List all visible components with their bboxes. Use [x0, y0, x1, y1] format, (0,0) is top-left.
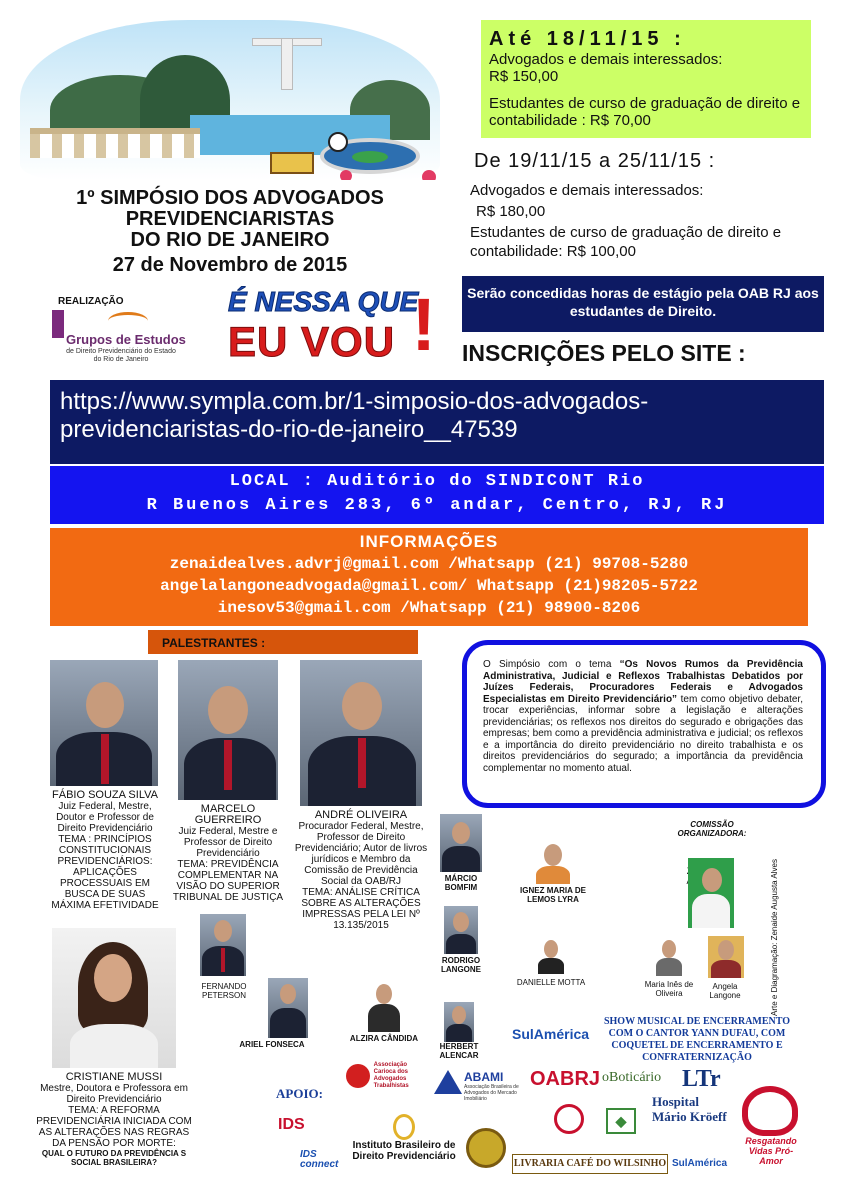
panelist-photo-marcio	[440, 814, 482, 872]
contact-2[interactable]: angelalangoneadvogada@gmail.com/ Whatsapp (21)98205-5722	[160, 577, 698, 595]
late-price-box	[470, 150, 815, 261]
organizer-logo	[52, 310, 186, 370]
ibdp-text: Instituto Brasileiro de Direito Previdenciário	[352, 1140, 456, 1162]
contabilistas-seal-icon	[466, 1128, 506, 1168]
hospital-logo: Hospital Mário Kröeff	[652, 1094, 727, 1124]
carioca-text: Associação Carioca dos Advogados Trabalhistas	[373, 1062, 409, 1089]
speaker-4-name: CRISTIANE MUSSI	[65, 1071, 163, 1083]
ids-connect-logo	[300, 1150, 338, 1170]
internship-note: Serão concedidas horas de estágio pela OAB RJ aos estudantes de Direito.	[462, 276, 824, 332]
committee-heading: COMISSÃO ORGANIZADORA:	[677, 820, 747, 838]
speaker-1-text	[50, 790, 160, 911]
event-date: 27 de Novembro de 2015	[112, 254, 348, 276]
speaker-2-theme: TEMA: PREVIDÊNCIA COMPLEMENTAR NA VISÃO DO SUPERIOR TRIBUNAL DE JUSTIÇA	[172, 859, 284, 903]
ibdp-emblem-icon	[393, 1114, 415, 1140]
symposium-body: tem como objetivo debater, trocar experiências, informar sobre a legislação e alterações previdenciárias; os reflexos nos direitos do segurado e obrigações das empresas; bem como a previdência administrativa e judicial; os reflexos e a importância do direito previdenciário no direito trabalhista e os direitos previdenciários do segurado; a importância da previdência complementar no momento atual.	[483, 693, 803, 774]
speaker-2-name: MARCELO GUERREIRO	[194, 803, 262, 826]
proamor-text: Resgatando Vidas Pró-Amor	[745, 1136, 797, 1166]
sulamerica-logo-2: SulAmérica	[672, 1158, 728, 1169]
sponsors-label: APOIO:	[276, 1086, 323, 1101]
speaker-photo-cristiane	[52, 928, 176, 1068]
venue-box	[50, 466, 824, 524]
early-deadline: Até 18/11/15 :	[489, 28, 686, 50]
panelist-photo-ariel	[268, 978, 308, 1038]
speaker-2-desc: Juiz Federal, Mestre e Professor de Direito Previdenciário	[178, 826, 278, 859]
registration-heading: INSCRIÇÕES PELO SITE :	[462, 340, 746, 366]
title-line-3: DO RIO DE JANEIRO	[130, 229, 330, 251]
panelist-rodrigo: RODRIGO LANGONE	[441, 956, 481, 974]
ids-logo	[278, 1116, 305, 1134]
info-box	[50, 528, 808, 626]
abami-subtitle: Associação Brasileira de Advogados do Mercado Imobiliário	[464, 1084, 519, 1102]
book-icon	[108, 312, 148, 330]
speaker-4-question: QUAL O FUTURO DA PREVIDÊNCIA S SOCIAL BRASILEIRA?	[41, 1149, 187, 1167]
organizer-subtitle: de Direito Previdenciário do Estado do Rio de Janeiro	[66, 348, 176, 363]
committee-photo-maria	[654, 936, 684, 976]
venue-line-1: LOCAL : Auditório do SINDICONT Rio	[229, 472, 645, 491]
early-lawyers-price: R$ 150,00	[489, 68, 559, 85]
red-seal-icon	[554, 1104, 584, 1134]
panelist-photo-danielle	[536, 936, 566, 974]
oabrj-logo: OABRJ	[530, 1068, 601, 1090]
panelist-photo-alzira	[364, 978, 404, 1032]
livraria-logo: LIVRARIA CAFÉ DO WILSINHO	[512, 1154, 668, 1174]
committee-photo-zenaide	[688, 858, 734, 928]
venue-address: R Buenos Aires 283, 6º andar, Centro, RJ, RJ	[146, 496, 728, 515]
oboticario-logo: oBoticário	[602, 1070, 662, 1085]
committee-maria: Maria Inês de Oliveira	[644, 980, 694, 998]
ids-connect-top: IDS	[300, 1149, 317, 1160]
info-heading: INFORMAÇÕES	[359, 532, 499, 551]
speaker-3-text	[294, 810, 428, 931]
symposium-theme: “Os Novos Rumos da Previdência Administrativa, Judicial e Reflexos Trabalhistas Debatidos por Juízes Federais, Procuradores Federais e Advogados Especialistas em Direito Previdenciário”	[483, 659, 803, 705]
panelist-ignez: IGNEZ MARIA DE LEMOS LYRA	[520, 886, 586, 904]
speaker-2-text	[170, 804, 286, 903]
slogan-line-1: É NESSA QUE	[228, 286, 419, 317]
panelist-photo-ignez	[532, 838, 574, 884]
speaker-4-desc: Mestre, Doutora e Professora em Direito Previdenciário	[40, 1083, 188, 1105]
closing-show: SHOW MUSICAL DE ENCERRAMENTO COM O CANTOR YANN DUFAU, COM COQUETEL DE ENCERRAMENTO E CONFRATERNIZAÇÃO	[603, 1016, 791, 1063]
panelist-photo-fernando	[200, 914, 246, 976]
panelist-marcio: MÁRCIO BOMFIM	[444, 874, 478, 892]
early-students: Estudantes de curso de graduação de direito e contabilidade : R$ 70,00	[489, 95, 801, 129]
ltr-logo: LTr	[682, 1066, 721, 1092]
speaker-photo-marcelo	[178, 660, 278, 800]
abami-text: ABAMI	[464, 1070, 504, 1084]
proamor-logo	[738, 1086, 804, 1170]
speakers-heading: PALESTRANTES :	[148, 630, 418, 654]
late-lawyers-label: Advogados e demais interessados:	[470, 182, 704, 199]
committee-angela: Angela Langone	[709, 982, 741, 1000]
speaker-1-desc: Juiz Federal, Mestre, Doutor e Professor de Direito Previdenciário	[56, 801, 154, 834]
speaker-photo-fabio	[50, 660, 158, 786]
event-title	[30, 188, 430, 276]
organizer-name: Grupos de Estudos	[66, 332, 186, 347]
late-lawyers-price: R$ 180,00	[476, 203, 546, 220]
symposium-description	[462, 640, 826, 808]
ibdp-logo	[344, 1114, 464, 1162]
contact-1[interactable]: zenaidealves.advrj@gmail.com /Whatsapp (21) 99708-5280	[169, 555, 689, 573]
panelist-photo-rodrigo	[444, 906, 478, 954]
panelist-photo-herbert	[444, 1002, 474, 1042]
sulamerica-text: SulAmérica	[512, 1026, 590, 1042]
panelist-herbert: HERBERT ALENCAR	[439, 1042, 479, 1060]
speaker-4-theme: TEMA: A REFORMA PREVIDENCIÁRIA INICIADA COM AS ALTERAÇÕES NAS REGRAS DA PENSÃO POR MORTE:	[36, 1105, 192, 1149]
url-line-2[interactable]: previdenciaristas-do-rio-de-janeiro__47539	[60, 416, 518, 443]
speaker-3-name: ANDRÉ OLIVEIRA	[314, 809, 408, 821]
early-lawyers-label: Advogados e demais interessados:	[489, 51, 723, 68]
late-students: Estudantes de curso de graduação de direito e contabilidade: R$ 100,00	[470, 224, 782, 260]
speaker-3-desc: Procurador Federal, Mestre, Professor de Direito Previdenciário; Autor de livros jurídicos e Membro da Comissão de Previdência Social da OAB/RJ	[294, 821, 428, 887]
art-credit: Arte e Diagramação: Zenaide Augusta Alves	[770, 859, 779, 1016]
symposium-intro: O Simpósio com o tema	[483, 659, 612, 670]
title-line-1: 1º SIMPÓSIO DOS ADVOGADOS	[76, 187, 384, 209]
panelist-ariel: ARIEL FONSECA	[239, 1040, 305, 1049]
rio-banner-illustration	[20, 20, 440, 180]
hebrew-logo-icon: ◆	[606, 1108, 636, 1134]
url-line-1[interactable]: https://www.sympla.com.br/1-simposio-dos-advogados-	[60, 388, 649, 415]
speaker-3-theme: TEMA: ANÁLISE CRÍTICA SOBRE AS ALTERAÇÕES IMPRESSAS PELA LEI Nº 13.135/2015	[301, 887, 421, 931]
ids-text: IDS	[278, 1116, 305, 1133]
speaker-1-name: FÁBIO SOUZA SILVA	[52, 789, 158, 801]
speaker-4-text	[34, 1072, 194, 1167]
registration-url[interactable]	[50, 380, 824, 464]
speaker-1-theme: TEMA : PRINCÍPIOS CONSTITUCIONAIS PREVIDENCIÁRIOS: APLICAÇÕES PROCESSUAIS EM BUSCA DE SUAS MÁXIMA EFETIVIDADE	[51, 834, 159, 911]
slogan	[222, 284, 440, 368]
speaker-photo-andre	[300, 660, 422, 806]
early-price-box	[481, 20, 811, 138]
ids-connect-text: connect	[300, 1159, 339, 1170]
contact-3[interactable]: inesov53@gmail.com /Whatsapp (21) 98900-8206	[217, 599, 641, 617]
carioca-logo	[346, 1062, 426, 1090]
panelist-alzira: ALZIRA CÂNDIDA	[349, 1034, 419, 1043]
late-period: De 19/11/15 a 25/11/15 :	[474, 150, 716, 172]
panelist-danielle: DANIELLE MOTTA	[516, 978, 586, 987]
slogan-line-2: EU VOU	[228, 318, 396, 365]
slogan-exclamation: !	[411, 283, 436, 366]
panelist-fernando: FERNANDO PETERSON	[201, 982, 247, 1000]
sulamerica-logo	[512, 1026, 589, 1042]
title-line-2: PREVIDENCIARISTAS	[125, 208, 335, 230]
committee-photo-angela	[708, 936, 744, 978]
organizer-label: REALIZAÇÃO	[58, 296, 124, 307]
